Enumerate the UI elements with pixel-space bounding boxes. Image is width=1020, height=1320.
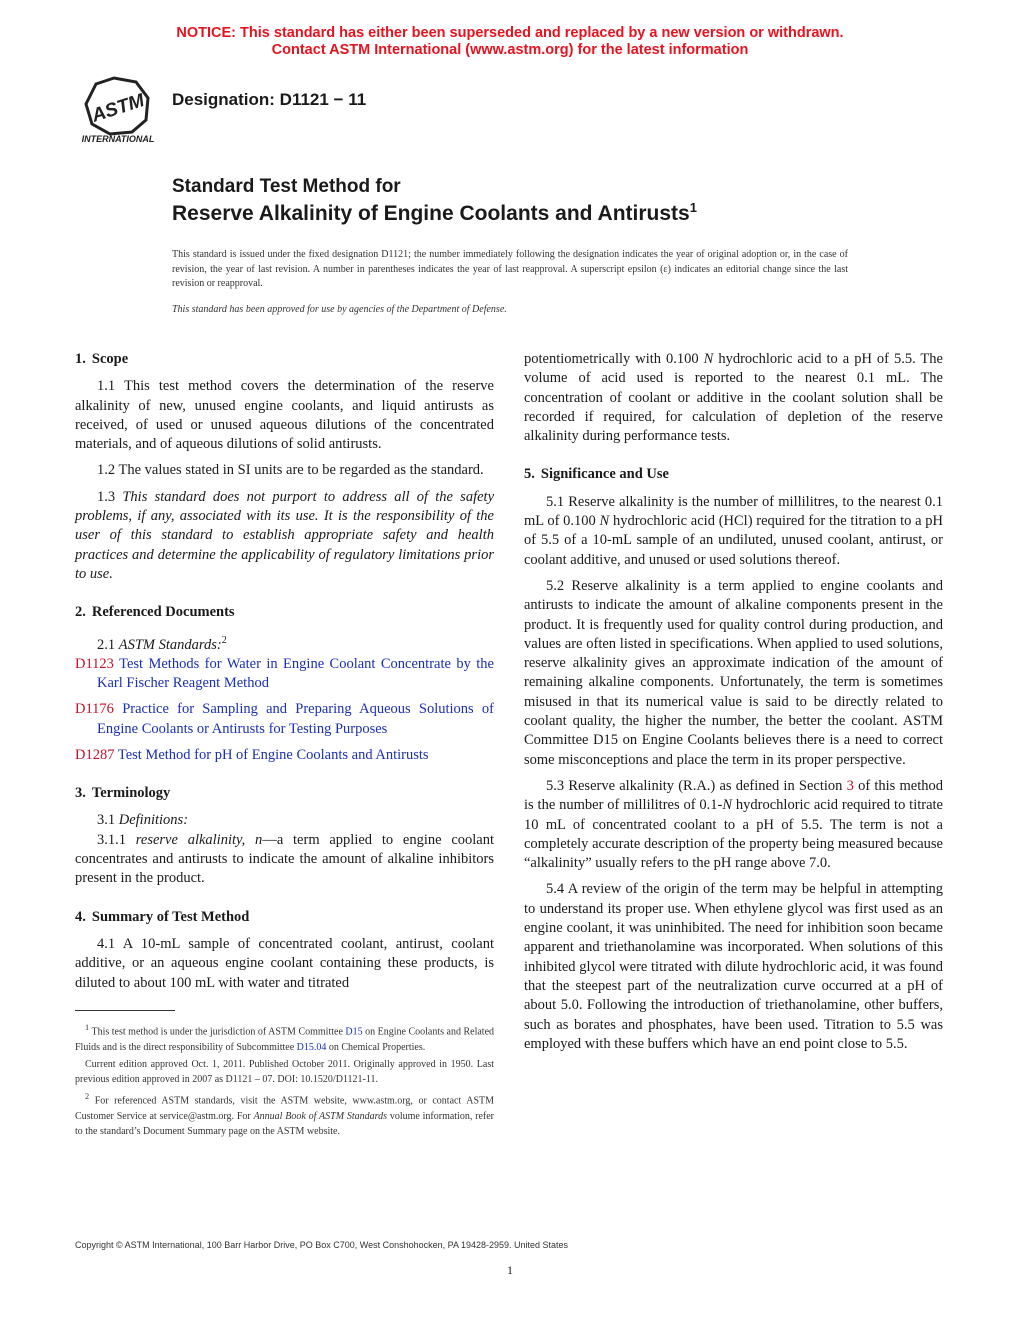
link-d15[interactable]: D15 [345, 1026, 363, 1038]
ref-d1123-code[interactable]: D1123 [75, 655, 114, 672]
ref-d1287-title[interactable]: Test Method for pH of Engine Coolants and Antirusts [117, 746, 429, 763]
para-4-1-b-post: hydrochloric acid to a pH of 5.5. The volume of acid used is reported to the nearest 0.1 mL. The concentration of coolant or additive in the coolant solution shall be recorded if required, for calculation of depletion of the reserve alkalinity during performance tests. [524, 351, 943, 445]
para-1-1: 1.1 This test method covers the determination of the reserve alkalinity of new, unused engine coolants, and liquid antirusts as received, of used or unused aqueous dilutions of the concentrated materials, and of aqueous dilutions of solid antirusts. [75, 378, 494, 453]
para-2-1 [75, 631, 494, 655]
footnote-rule [75, 1010, 175, 1011]
section-5-title: Significance and Use [540, 466, 669, 483]
para-5-3 [524, 777, 943, 873]
para-2-1-text: ASTM Standards: [118, 636, 222, 653]
para-1-2: 1.2 The values stated in SI units are to be regarded as the standard. [97, 462, 484, 479]
para-3-1-text: Definitions: [118, 812, 189, 829]
para-2-1-number: 2.1 [97, 636, 116, 653]
para-5-3-normal: N [722, 797, 733, 814]
para-5-4: 5.4 A review of the origin of the term may be helpful in attempting to understand its proper use. When ethylene glycol was first used as an engine coolant, it was uninhibited. The need for inhibition soon became apparent and triethanolamine was incorporated. When solutions of this inhibited glycol were titrated with dilute hydrochloric acid, it was found that the steepest part of the neutralization curve occurred at a pH of about 5.0. Following the introduction of triethanolamine, other buffers, such as borates and phosphates, have been used. Titration to 5.5 was employed with these buffers which have an end point close to 5.5. [524, 881, 943, 1052]
para-3-1-1-number: 3.1.1 [97, 831, 126, 848]
footnote-1-text-b: on Engine Coolants and Related Fluids and is the direct responsibility of Subcommittee [75, 1026, 495, 1053]
section-5-number: 5. [524, 466, 535, 483]
left-column [75, 350, 494, 1000]
para-3-1-1-text: —a term applied to engine coolant concentrates and antirusts to indicate the amount of alkaline inhibitors present in the product. [75, 831, 494, 887]
copyright: Copyright © ASTM International, 100 Barr Harbor Drive, PO Box C700, West Conshohocken, PA 19428-2959. United States [75, 1240, 569, 1250]
ref-d1176-title[interactable]: Practice for Sampling and Preparing Aqueous Solutions of Engine Coolants or Antirusts for Testing Purposes [97, 701, 494, 737]
footnote-2-text-b: volume information, refer to the standard’s Document Summary page on the ASTM website. [75, 1110, 495, 1137]
footnote-1-mark: 1 [85, 1023, 90, 1032]
footnote-2 [75, 1089, 494, 1139]
para-1-3-number: 1.3 [97, 488, 116, 505]
section-3-number: 3. [75, 785, 86, 802]
para-2-1-footnote-mark: 2 [221, 634, 227, 646]
footnote-1b: Current edition approved Oct. 1, 2011. Published October 2011. Originally approved in 1950. Last previous edition approved in 2007 as D1121 – 07. DOI: 10.1520/D1121-11. [75, 1058, 494, 1085]
section-4-heading [75, 908, 494, 927]
para-5-1 [524, 493, 943, 570]
logo-international: INTERNATIONAL [81, 134, 155, 144]
section-1-title: Scope [91, 351, 129, 367]
para-5-3-post: hydrochloric acid required to titrate 10 mL of concentrated coolant to a pH of 5.5. The term is not a completely accurate description of the property being measured because “alkalinity” usually refers to the pH range above 7.0. [524, 797, 943, 872]
issued-note: This standard is issued under the fixed designation D1121; the number immediately following the designation indicates the year of original adoption or, in the case of revision, the year of last revision. A number in parentheses indicates the year of last reapproval. A superscript epsilon (ε) indicates an editorial change since the last revision or reapproval. [172, 249, 848, 289]
right-column [524, 350, 943, 1061]
section-2-number: 2. [75, 604, 86, 621]
notice-line-2: Contact ASTM International (www.astm.org) for the latest information [271, 42, 749, 58]
title-line-2 [172, 200, 697, 226]
section-2-title: Referenced Documents [91, 604, 235, 621]
section-4-number: 4. [75, 908, 86, 925]
section-3-title: Terminology [91, 785, 171, 802]
para-1-3-text: This standard does not purport to address all of the safety problems, if any, associated with its use. It is the responsibility of the user of this standard to establish appropriate safety and health practices and determine the applicability of regulatory limitations prior to use. [75, 488, 494, 582]
ref-d1287-code[interactable]: D1287 [75, 746, 115, 763]
section-4-title: Summary of Test Method [91, 908, 250, 925]
para-5-3-pre: 5.3 Reserve alkalinity (R.A.) as defined in Section [546, 777, 843, 794]
section-1-heading [75, 350, 494, 369]
para-3-1 [75, 811, 494, 830]
notice-line-1: NOTICE: This standard has either been superseded and replaced by a new version or withdrawn. [176, 25, 844, 41]
para-5-2: 5.2 Reserve alkalinity is a term applied to engine coolants and antirusts to indicate the amount of alkaline components present in the product. It is frequently used for quality control during production, and values are often listed in specifications. When applied to used solutions, reserve alkalinity gives an approximate indication of the amount of remaining alkaline components. Unfortunately, the term is sometimes misused in that its numerical value is said to be directly related to coolant quality, the higher the number, the better the coolant. ASTM Committee D15 on Engine Coolants believes there is a need to correct some misconceptions and place the term in its proper perspective. [524, 577, 943, 768]
footnote-1-text-c: on Chemical Properties. [328, 1041, 426, 1053]
footnote-2-book-title: Annual Book of ASTM Standards [253, 1110, 388, 1122]
ref-d1176-code[interactable]: D1176 [75, 701, 114, 718]
ref-d1287[interactable] [75, 746, 494, 765]
section-1-number: 1. [75, 351, 86, 367]
para-1-3 [75, 488, 494, 584]
para-4-1-part-a: 4.1 A 10-mL sample of concentrated coolant, antirust, coolant additive, or an aqueous engine coolant containing these products, is diluted to about 100 mL with water and titrated [75, 935, 494, 991]
ref-d1176[interactable] [75, 700, 494, 739]
designation: Designation: D1121 − 11 [172, 90, 367, 109]
para-4-1-part-b [524, 350, 943, 446]
para-5-3-mid: of this method is the number of millilitres of 0.1- [524, 777, 944, 814]
title-text: Reserve Alkalinity of Engine Coolants and Antirusts [172, 202, 690, 225]
footnote-1 [75, 1020, 494, 1055]
para-3-1-number: 3.1 [97, 812, 116, 829]
astm-logo [74, 76, 164, 144]
link-section-3[interactable]: 3 [846, 777, 854, 794]
footnote-2-mark: 2 [85, 1092, 90, 1102]
para-3-1-1 [75, 831, 494, 889]
section-2-heading [75, 603, 494, 622]
approved-note: This standard has been approved for use by agencies of the Department of Defense. [172, 304, 507, 315]
logo-letters: ASTM [89, 90, 147, 127]
para-3-1-1-term: reserve alkalinity, n [135, 831, 263, 848]
withdrawal-notice [0, 25, 1020, 59]
link-d15-04[interactable]: D15.04 [296, 1041, 327, 1053]
ref-d1123-title[interactable]: Test Methods for Water in Engine Coolant Concentrate by the Karl Fischer Reagent Method [97, 655, 494, 691]
footnotes [75, 1020, 494, 1141]
section-5-heading [524, 465, 943, 484]
para-4-1-b-pre: potentiometrically with 0.100 [524, 351, 699, 367]
para-5-1-pre: 5.1 Reserve alkalinity is the number of millilitres, to the nearest 0.1 mL of 0.100 [524, 493, 943, 530]
ref-d1123[interactable] [75, 655, 494, 694]
para-4-1-b-normal: N [703, 351, 714, 367]
para-5-1-normal: N [599, 513, 610, 530]
footnote-1-text-a: This test method is under the jurisdiction of ASTM Committee [91, 1026, 343, 1038]
title-line-1: Standard Test Method for [172, 176, 401, 197]
section-3-heading [75, 784, 494, 803]
footnote-2-text-a: For referenced ASTM standards, visit the ASTM website, www.astm.org, or contact ASTM Customer Service at service@astm.org. For [75, 1095, 495, 1122]
title-footnote-mark: 1 [689, 200, 697, 215]
para-5-1-post: hydrochloric acid (HCl) required for the titration to a pH of 5.5 of a 10-mL sample of an undiluted, unused coolant, antirust, or coolant additive, and unused or used solutions thereof. [524, 513, 944, 568]
page-number: 1 [507, 1263, 513, 1277]
